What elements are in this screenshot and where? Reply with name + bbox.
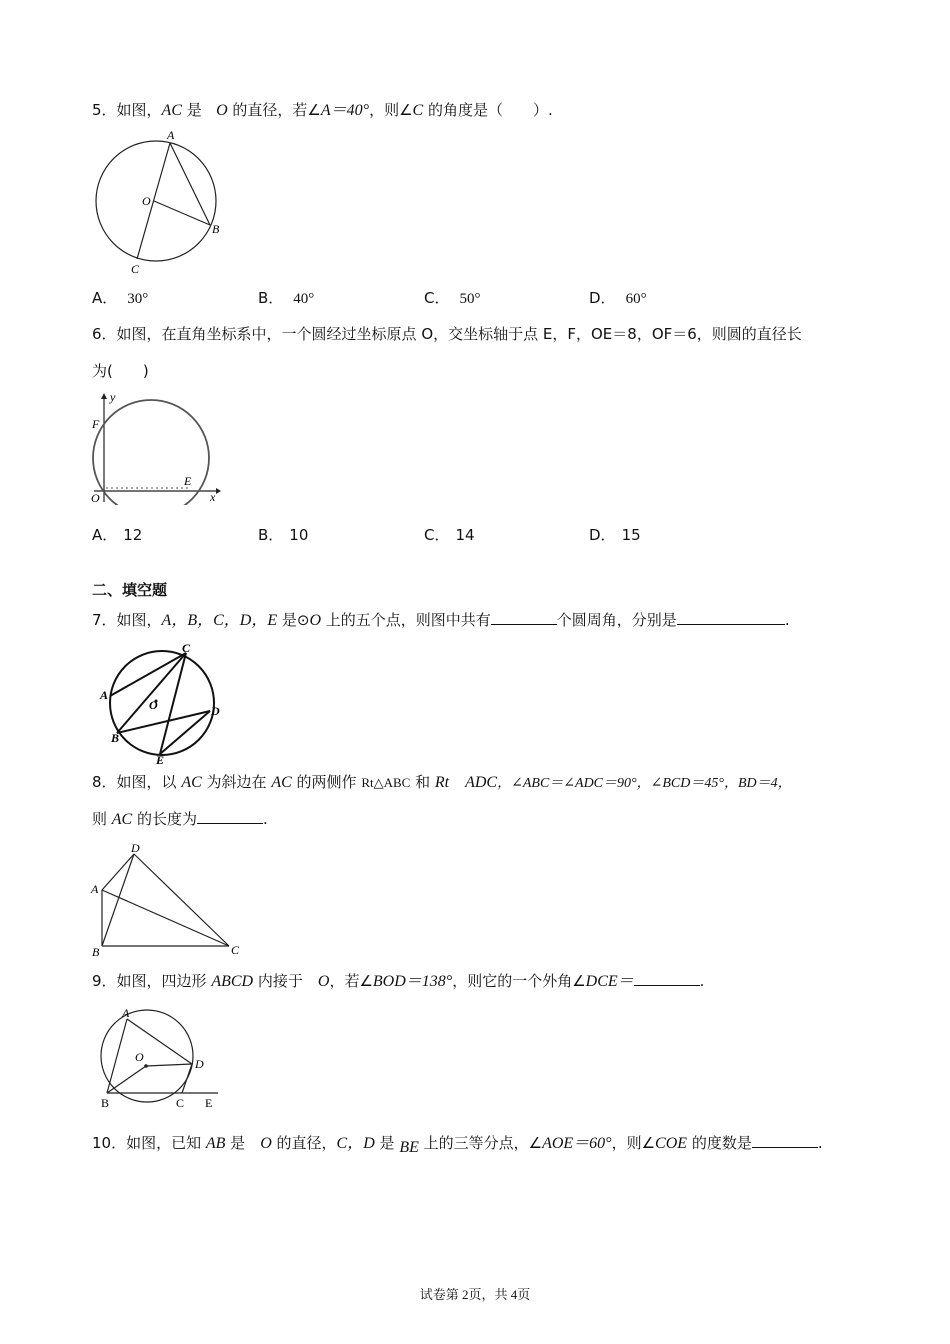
q9-label-a: A [122, 1006, 130, 1020]
q7-label-o: O [149, 698, 158, 712]
q5-label-b: B [212, 222, 220, 236]
q10-text-7: 的度数是 [687, 1134, 752, 1152]
q5-math-o: O [216, 102, 228, 119]
q8-math-ac-2: AC [271, 774, 292, 791]
q7-text-1: 7．如图， [92, 611, 162, 629]
q5-text-4: ，则∠ [369, 101, 413, 119]
q7-text-4: 个圆周角，分别是 [556, 611, 677, 629]
q8-text-1: 8．如图，以 [92, 773, 182, 791]
q5-text-1: 5．如图， [92, 101, 162, 119]
q10-text-2: 是 [225, 1134, 261, 1152]
q6-label-f: F [92, 417, 100, 431]
q7-line-ac [110, 653, 186, 696]
q5-stem [92, 100, 553, 121]
q5-line-ob [154, 201, 210, 225]
q5-option-c-letter: C． [424, 289, 450, 307]
q6-stem-line2: 为( ) [92, 362, 149, 380]
q6-option-c-letter: C． [424, 526, 450, 544]
q8-label-a: A [91, 882, 99, 896]
q7-answer-blank-2[interactable] [677, 610, 785, 625]
q6-option-d[interactable] [589, 524, 641, 545]
q9-math-o: O [317, 973, 330, 990]
q5-math-a40: A＝40° [320, 102, 370, 119]
q9-text-4: ，则它的一个外角∠ [452, 972, 586, 990]
q10-text-end: . [817, 1134, 823, 1152]
q6-label-o: O [91, 491, 100, 505]
q5-text-3: 的直径，若∠ [227, 101, 321, 119]
q7-label-e: E [156, 753, 165, 764]
q8-figure [88, 838, 248, 960]
q9-math-dce: DCE＝ [585, 973, 634, 990]
q8-label-b: B [92, 945, 100, 959]
q6-option-c[interactable] [424, 524, 475, 545]
q8-answer-blank[interactable] [197, 809, 263, 824]
q10-stem [92, 1133, 823, 1154]
q6-option-b-value: 10 [289, 526, 309, 544]
q5-option-d[interactable] [589, 287, 647, 308]
q5-option-d-letter: D． [589, 289, 616, 307]
q10-math-ab: AB [205, 1135, 226, 1152]
q9-label-c: C [176, 1096, 185, 1110]
q7-text-end: . [784, 611, 790, 629]
q9-text-1: 9．如图，四边形 [92, 972, 212, 990]
q5-option-a[interactable] [92, 287, 148, 308]
q5-option-a-letter: A． [92, 289, 118, 307]
section-heading-fill-blank: 二、填空题 [92, 581, 168, 599]
q8-label-c: C [231, 943, 240, 957]
q10-math-aoe: AOE＝60° [542, 1135, 612, 1152]
q7-figure [98, 644, 228, 764]
q5-text-2: 是 [182, 101, 207, 119]
q7-math-points: A，B，C，D，E [161, 612, 278, 629]
q9-math-abcd: ABCD [211, 973, 254, 990]
q9-center-dot [144, 1064, 148, 1068]
q9-label-d: D [195, 1057, 204, 1071]
q8-line-dc [134, 854, 229, 946]
q8-line-db [102, 854, 134, 946]
q9-math-bod: BOD＝138° [372, 973, 453, 990]
q9-text-3: ，若∠ [329, 972, 373, 990]
q9-label-o: O [135, 1050, 144, 1064]
q9-label-e: E [205, 1096, 213, 1110]
q5-figure [90, 128, 230, 278]
q10-answer-blank[interactable] [752, 1133, 818, 1148]
q7-answer-blank-1[interactable] [491, 610, 557, 625]
q5-option-c-value: 50° [459, 291, 481, 307]
q8-text-4: 和 [410, 773, 435, 791]
q8-math-ac-3: AC [111, 811, 133, 828]
q5-option-b[interactable] [258, 287, 314, 308]
q5-option-c[interactable] [424, 287, 480, 308]
q8-text-2: 为斜边在 [201, 773, 272, 791]
q9-line-od [146, 1064, 192, 1066]
q6-label-y: y [110, 390, 116, 404]
q6-label-e: E [184, 474, 192, 488]
q8-text-3: 的两侧作 [291, 773, 362, 791]
q6-figure [88, 390, 223, 505]
q5-option-d-value: 60° [625, 291, 647, 307]
q7-label-b: B [111, 731, 120, 745]
q9-figure [92, 1004, 227, 1112]
q5-label-a: A [167, 128, 175, 142]
q5-option-a-value: 30° [127, 291, 149, 307]
q10-math-o: O [260, 1135, 272, 1152]
q10-text-3: 的直径， [271, 1134, 337, 1152]
q8-text-6: 的长度为 [132, 810, 198, 828]
q8-text-end: . [263, 810, 268, 828]
q8-line-ad [102, 854, 134, 890]
q6-option-a[interactable] [92, 524, 142, 545]
q5-label-o: O [142, 194, 151, 208]
q6-option-b-letter: B． [258, 526, 284, 544]
q5-math-c: C [412, 102, 424, 119]
q5-option-b-letter: B． [258, 289, 284, 307]
q8-math-ac-1: AC [181, 774, 202, 791]
q7-text-3: 上的五个点，则图中共有 [321, 611, 491, 629]
q7-label-d: D [211, 704, 220, 718]
q8-stem-line1 [92, 772, 792, 794]
q6-x-arrow [216, 488, 221, 494]
q10-text-4: 是 [374, 1134, 400, 1152]
q8-label-d: D [131, 841, 140, 855]
q7-text-2: 是⊙ [277, 611, 310, 629]
q7-label-c: C [182, 644, 191, 655]
q10-math-coe: COE [655, 1135, 688, 1152]
q8-stem-line2 [92, 809, 268, 830]
q9-answer-blank[interactable] [634, 971, 700, 986]
q9-text-2: 内接于 [253, 972, 318, 990]
q8-text-5: 则 [92, 810, 112, 828]
q7-stem [92, 610, 790, 631]
q6-label-x: x [210, 490, 216, 504]
q5-label-c: C [131, 262, 140, 276]
q8-math-rt2: Rt ADC [434, 774, 498, 791]
q8-line-ac [102, 890, 229, 946]
q9-stem [92, 971, 704, 992]
q5-line-ab [170, 143, 210, 225]
q6-option-d-letter: D． [589, 526, 616, 544]
q5-math-ac: AC [161, 102, 182, 119]
q10-math-arc-be: BE [399, 1139, 419, 1156]
page-footer: 试卷第 2页，共 4页 [419, 1287, 531, 1302]
q8-math-rt1: Rt△ABC [361, 775, 411, 790]
q10-text-5: 上的三等分点，∠ [418, 1134, 543, 1152]
q6-stem-line1: 6．如图，在直角坐标系中，一个圆经过坐标原点 O，交坐标轴于点 E，F，OE＝8，OF＝6，则圆的直径长 [92, 325, 802, 343]
q6-option-d-value: 15 [621, 526, 641, 544]
q10-math-cd: C，D [336, 1135, 375, 1152]
q5-option-b-value: 40° [293, 291, 315, 307]
q6-circle [93, 400, 209, 505]
q7-math-o: O [309, 612, 322, 629]
q10-text-1: 10．如图，已知 [92, 1134, 206, 1152]
q9-label-b: B [101, 1096, 110, 1110]
q7-label-a: A [100, 688, 109, 702]
q8-math-angles: ，∠ABC＝∠ADC＝90°，∠BCD＝45°，BD＝4， [497, 776, 792, 791]
q6-option-c-value: 14 [455, 526, 475, 544]
q9-line-dc [182, 1064, 192, 1093]
q6-option-a-value: 12 [123, 526, 143, 544]
q5-text-5: 的角度是（ ）. [423, 101, 553, 119]
q6-y-arrow [101, 393, 107, 399]
q6-option-b[interactable] [258, 524, 308, 545]
q6-option-a-letter: A． [92, 526, 118, 544]
q9-text-end: . [699, 972, 705, 990]
q10-text-6: ，则∠ [611, 1134, 656, 1152]
